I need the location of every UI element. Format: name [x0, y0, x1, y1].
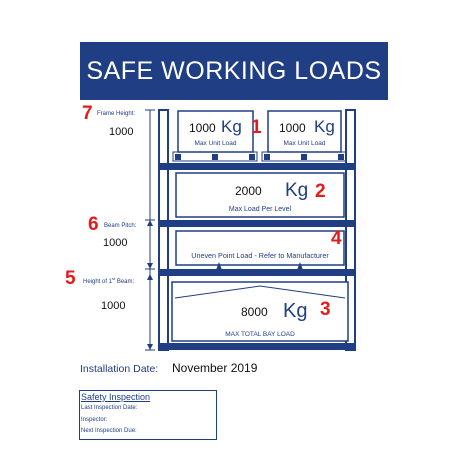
pallet-left-block-1: [175, 154, 181, 160]
beam-pitch-value: 1000: [103, 237, 128, 249]
bay-load-caption: MAX TOTAL BAY LOAD: [225, 331, 295, 338]
left-upright: [159, 110, 168, 350]
point-load-caption: Uneven Point Load - Refer to Manufacturer: [191, 251, 329, 260]
first-beam-arrow-down: [147, 344, 153, 350]
beam-level-3: [159, 269, 355, 276]
bay-load-value: 8000: [241, 305, 268, 319]
pallet-right-block-1: [264, 154, 270, 160]
level-load-unit: Kg: [285, 180, 309, 201]
first-beam-label: Height of 1st Beam:: [83, 276, 135, 285]
last-inspection-date-label: Last Inspection Date:: [81, 405, 138, 411]
unit-load-right-value: 1000: [279, 121, 306, 135]
safety-inspection-title: Safety Inspection: [81, 392, 151, 402]
bay-load-unit: Kg: [283, 300, 308, 322]
beam-level-2: [159, 220, 355, 227]
level-load-value: 2000: [235, 184, 262, 198]
unit-load-left-value: 1000: [189, 121, 216, 135]
level-load-caption: Max Load Per Level: [228, 206, 292, 213]
pallet-right-block-3: [338, 154, 344, 160]
marker-1: 1: [251, 117, 262, 138]
frame-height-value: 1000: [109, 126, 134, 138]
next-inspection-due-label: Next Inspection Due:: [81, 428, 137, 434]
unit-load-right-unit: Kg: [314, 117, 335, 136]
installation-date-value: November 2019: [172, 361, 258, 375]
floor-beam: [159, 343, 355, 350]
beam-pitch-arrow-up: [147, 220, 153, 226]
frame-height-label: Frame Height:: [97, 111, 136, 117]
unit-load-right-caption: Max Unit Load: [283, 140, 326, 147]
beam-pitch-arrow-down: [147, 263, 153, 269]
marker-5: 5: [65, 268, 76, 289]
installation-date-label: Installation Date:: [80, 363, 159, 375]
pallet-right-block-2: [301, 154, 307, 160]
marker-2: 2: [315, 181, 326, 202]
unit-load-left-caption: Max Unit Load: [194, 140, 237, 147]
marker-3: 3: [320, 299, 331, 320]
beam-level-1: [159, 163, 355, 170]
first-beam-arrow-up: [147, 274, 153, 280]
unit-load-left-unit: Kg: [221, 117, 242, 136]
beam-pitch-label: Beam Pitch:: [104, 223, 137, 229]
pallet-left-block-3: [249, 154, 255, 160]
inspector-label: Inspector:: [81, 417, 108, 423]
marker-7: 7: [82, 103, 93, 124]
first-beam-value: 1000: [101, 300, 126, 312]
sign-title: SAFE WORKING LOADS: [86, 57, 382, 85]
marker-4: 4: [331, 228, 342, 249]
pallet-left-block-2: [212, 154, 218, 160]
marker-6: 6: [88, 214, 99, 235]
